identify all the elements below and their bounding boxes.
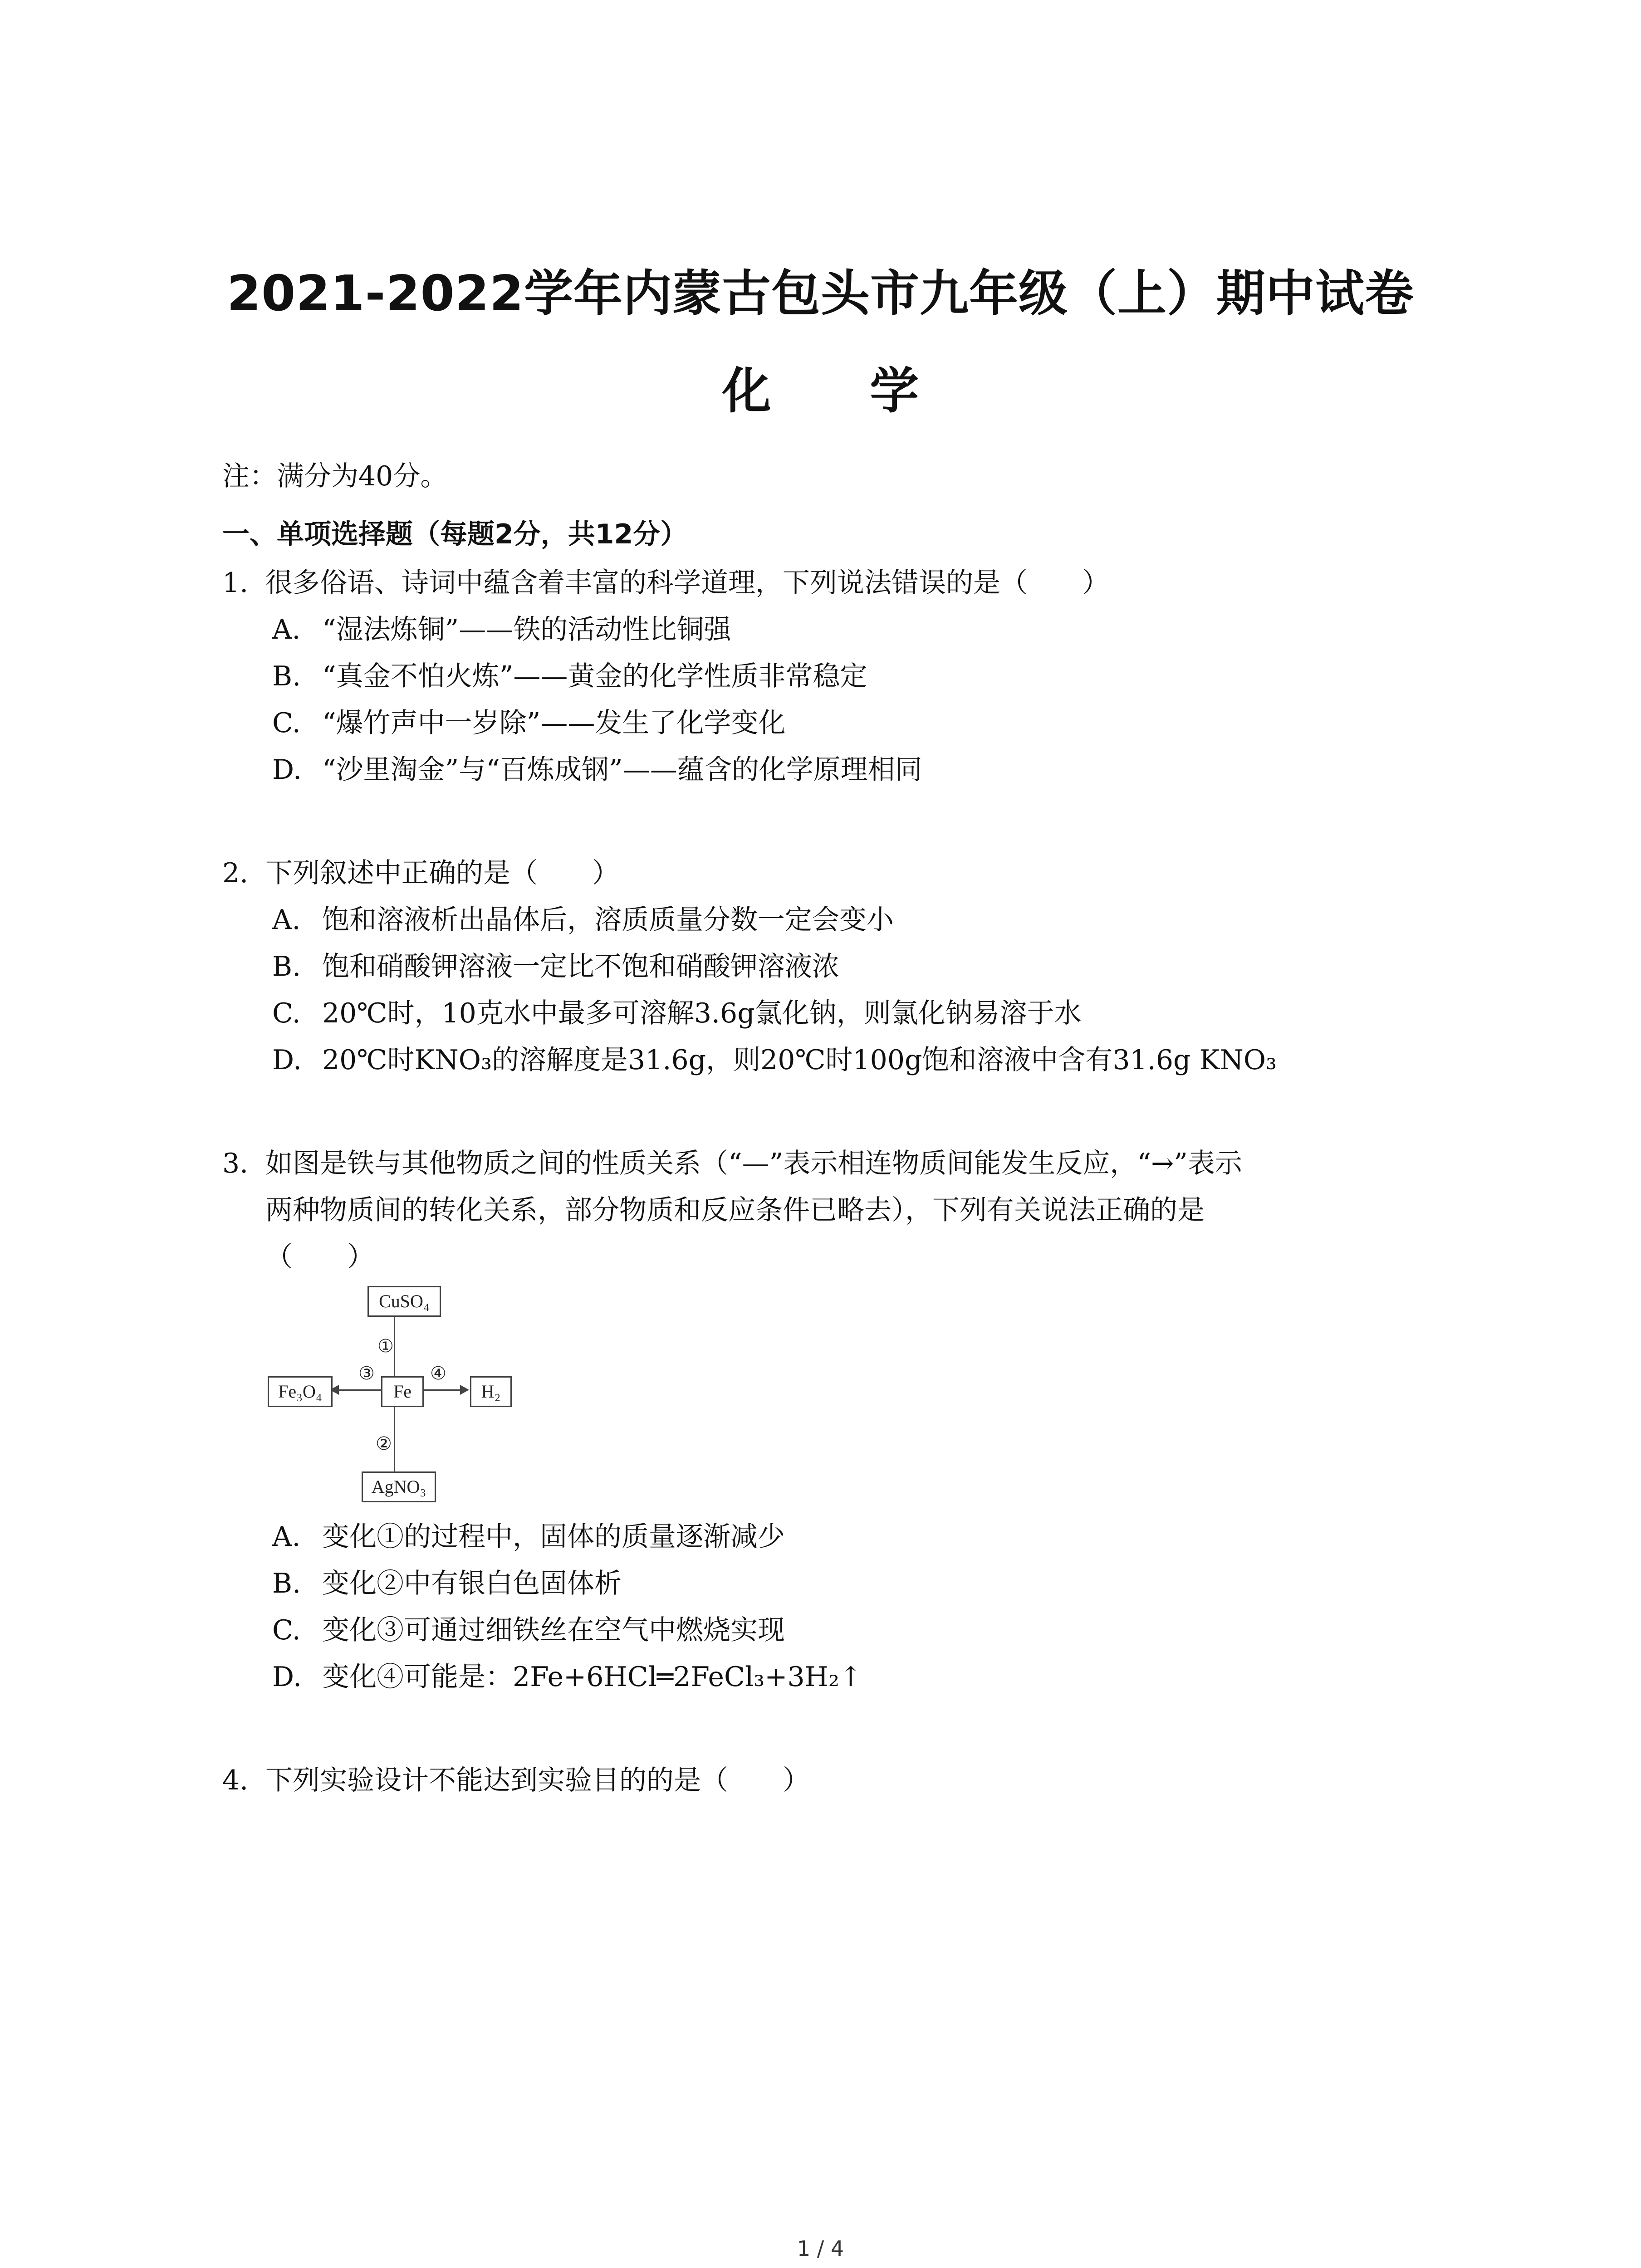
option-d [272, 1042, 1277, 1078]
option-b [272, 1565, 622, 1602]
option-c [272, 705, 785, 741]
question-2-stem [222, 855, 619, 891]
option-d [272, 1659, 862, 1695]
label-1: ① [377, 1336, 394, 1357]
arrow-line-right [421, 1389, 460, 1391]
label-4: ④ [430, 1363, 446, 1384]
question-number: 2. [222, 857, 249, 889]
score-note: 注：满分为40分。 [222, 460, 448, 492]
option-c [272, 1612, 785, 1648]
question-4-stem [222, 1762, 810, 1799]
option-letter: D. [272, 754, 302, 786]
option-text: 20℃时KNO₃的溶解度是31.6g，则20℃时100g饱和溶液中含有31.6g KNO₃ [322, 1044, 1277, 1076]
question-text: 下列实验设计不能达到实验目的的是（ ） [265, 1765, 810, 1796]
option-letter: B. [272, 1568, 301, 1599]
option-text: 20℃时，10克水中最多可溶解3.6g氯化钠，则氯化钠易溶于水 [322, 997, 1082, 1029]
question-3-stem-line2: 两种物质间的转化关系，部分物质和反应条件已略去），下列有关说法正确的是 [265, 1194, 1205, 1226]
connector-line-bottom [394, 1404, 395, 1471]
option-a [272, 1519, 785, 1555]
option-text: “沙里淘金”与“百炼成钢”——蕴含的化学原理相同 [322, 754, 922, 786]
option-b [272, 948, 839, 985]
option-letter: A. [272, 614, 301, 645]
option-letter: A. [272, 1521, 301, 1553]
question-text: 如图是铁与其他物质之间的性质关系（“—”表示相连物质间能发生反应，“→”表示 [265, 1148, 1242, 1179]
option-text: 变化③可通过细铁丝在空气中燃烧实现 [322, 1614, 785, 1646]
option-b [272, 658, 867, 694]
option-letter: C. [272, 997, 301, 1029]
exam-title: 2021-2022学年内蒙古包头市九年级（上）期中试卷 [227, 265, 1414, 322]
option-letter: D. [272, 1661, 302, 1693]
option-letter: B. [272, 660, 301, 692]
box-fe3o4: Fe₃O₄ [268, 1376, 333, 1407]
question-text: 很多俗语、诗词中蕴含着丰富的科学道理，下列说法错误的是（ ） [265, 567, 1109, 599]
label-2: ② [376, 1433, 392, 1454]
page-number: 1 / 4 [797, 2236, 844, 2261]
connector-line-top [394, 1314, 395, 1376]
option-letter: A. [272, 904, 301, 936]
option-text: 饱和溶液析出晶体后，溶质质量分数一定会变小 [322, 904, 894, 936]
option-letter: D. [272, 1044, 302, 1076]
option-letter: C. [272, 707, 301, 739]
box-h2: H₂ [470, 1376, 512, 1407]
question-3-stem-line1 [222, 1145, 1242, 1182]
question-1-stem [222, 565, 1109, 601]
option-d [272, 752, 922, 788]
arrowhead-right-icon [460, 1385, 469, 1395]
box-fe: Fe [381, 1376, 424, 1407]
option-c [272, 995, 1082, 1031]
question-number: 1. [222, 567, 249, 599]
label-3: ③ [358, 1363, 375, 1384]
question-text: 下列叙述中正确的是（ ） [265, 857, 619, 889]
question-number: 4. [222, 1765, 249, 1796]
option-text: 饱和硝酸钾溶液一定比不饱和硝酸钾溶液浓 [322, 951, 839, 982]
option-a [272, 902, 894, 938]
option-letter: B. [272, 951, 301, 982]
box-agno3: AgNO₃ [362, 1471, 436, 1502]
option-text: 变化④可能是：2Fe+6HCl═2FeCl₃+3H₂↑ [322, 1661, 862, 1693]
question-3-stem-line3: （ ） [265, 1241, 374, 1273]
option-text: “湿法炼铜”——铁的活动性比铜强 [322, 614, 731, 645]
option-text: 变化①的过程中，固体的质量逐渐减少 [322, 1521, 785, 1553]
box-cuso4: CuSO₄ [367, 1286, 441, 1317]
option-text: “真金不怕火炼”——黄金的化学性质非常稳定 [322, 660, 867, 692]
question-number: 3. [222, 1148, 249, 1179]
option-text: 变化②中有银白色固体析 [322, 1568, 622, 1599]
subject-title: 化 学 [722, 363, 960, 420]
option-text: “爆竹声中一岁除”——发生了化学变化 [322, 707, 786, 739]
option-letter: C. [272, 1614, 301, 1646]
option-a [272, 611, 731, 648]
section-heading: 一、单项选择题（每题2分，共12分） [222, 518, 688, 550]
arrow-line-left [338, 1389, 381, 1391]
